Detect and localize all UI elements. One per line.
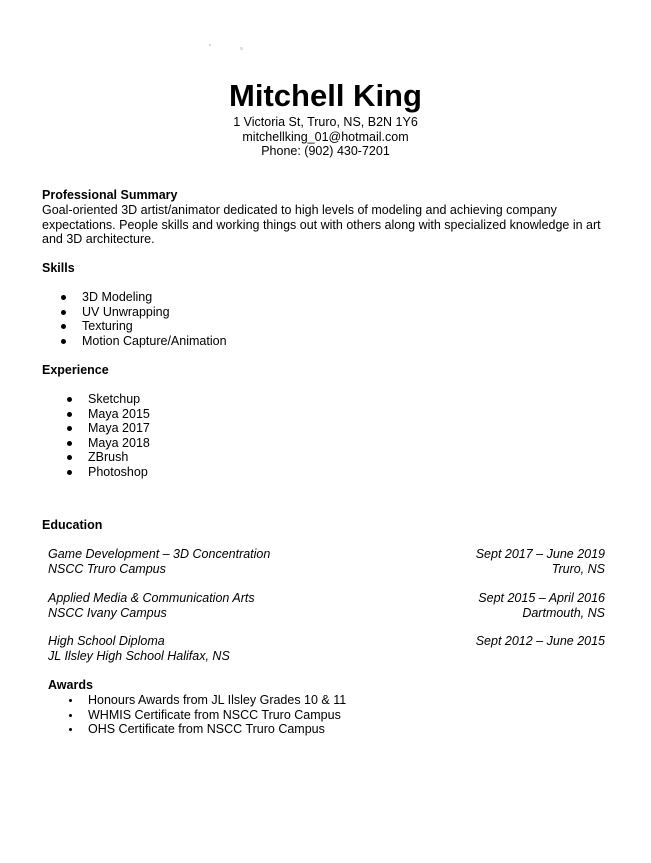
candidate-name: Mitchell King <box>229 78 422 113</box>
experience-item: Photoshop <box>88 465 150 480</box>
scan-speck <box>209 44 211 46</box>
education-school: NSCC Ivany Campus <box>48 606 167 620</box>
education-location: Dartmouth, NS <box>522 606 605 620</box>
phone-line: Phone: (902) 430-7201 <box>261 144 390 158</box>
bullet-icon <box>67 455 72 460</box>
skill-item: 3D Modeling <box>82 290 227 305</box>
award-item: Honours Awards from JL Ilsley Grades 10 & 11 <box>88 693 346 708</box>
award-item: OHS Certificate from NSCC Truro Campus <box>88 722 346 737</box>
skill-item: UV Unwrapping <box>82 305 227 320</box>
experience-item: ZBrush <box>88 450 150 465</box>
experience-heading: Experience <box>42 363 109 377</box>
experience-item: Maya 2018 <box>88 436 150 451</box>
award-item: WHMIS Certificate from NSCC Truro Campus <box>88 708 346 723</box>
experience-item: Maya 2017 <box>88 421 150 436</box>
education-location: Truro, NS <box>551 562 605 576</box>
bullet-icon <box>67 397 72 402</box>
bullet-icon <box>61 324 66 329</box>
bullet-icon <box>61 339 66 344</box>
skill-item: Texturing <box>82 319 227 334</box>
education-entry <box>48 547 605 577</box>
experience-item: Sketchup <box>88 392 150 407</box>
education-school: NSCC Truro Campus <box>48 562 166 576</box>
education-school: JL Ilsley High School Halifax, NS <box>48 649 230 663</box>
contact-block <box>0 115 651 159</box>
summary-text: Goal-oriented 3D artist/animator dedicated to high levels of modeling and achieving company expectations. People skills and working things out with others along with specialized knowledge in art and 3D architecture. <box>42 203 601 246</box>
bullet-icon <box>69 728 72 731</box>
skill-item: Motion Capture/Animation <box>82 334 227 349</box>
education-program: High School Diploma <box>48 634 165 648</box>
bullet-icon <box>67 470 72 475</box>
summary-heading: Professional Summary <box>42 188 178 202</box>
email-line: mitchellking_01@hotmail.com <box>242 129 409 144</box>
address-line: 1 Victoria St, Truro, NS, B2N 1Y6 <box>233 115 418 129</box>
bullet-icon <box>61 310 66 315</box>
education-program: Game Development – 3D Concentration <box>48 547 271 561</box>
education-entry <box>48 634 605 664</box>
awards-list <box>88 693 346 737</box>
skills-list <box>82 290 227 348</box>
education-dates: Sept 2015 – April 2016 <box>478 591 605 605</box>
bullet-icon <box>69 714 72 717</box>
education-heading: Education <box>42 518 103 532</box>
education-entry <box>48 591 605 621</box>
bullet-icon <box>69 699 72 702</box>
bullet-icon <box>67 441 72 446</box>
education-program: Applied Media & Communication Arts <box>48 591 255 605</box>
bullet-icon <box>61 295 66 300</box>
education-dates: Sept 2012 – June 2015 <box>475 634 605 648</box>
education-dates: Sept 2017 – June 2019 <box>475 547 605 561</box>
experience-list <box>88 392 150 479</box>
scan-speck <box>240 47 243 50</box>
bullet-icon <box>67 412 72 417</box>
skills-heading: Skills <box>42 261 75 275</box>
awards-heading: Awards <box>48 678 93 692</box>
experience-item: Maya 2015 <box>88 407 150 422</box>
bullet-icon <box>67 426 72 431</box>
